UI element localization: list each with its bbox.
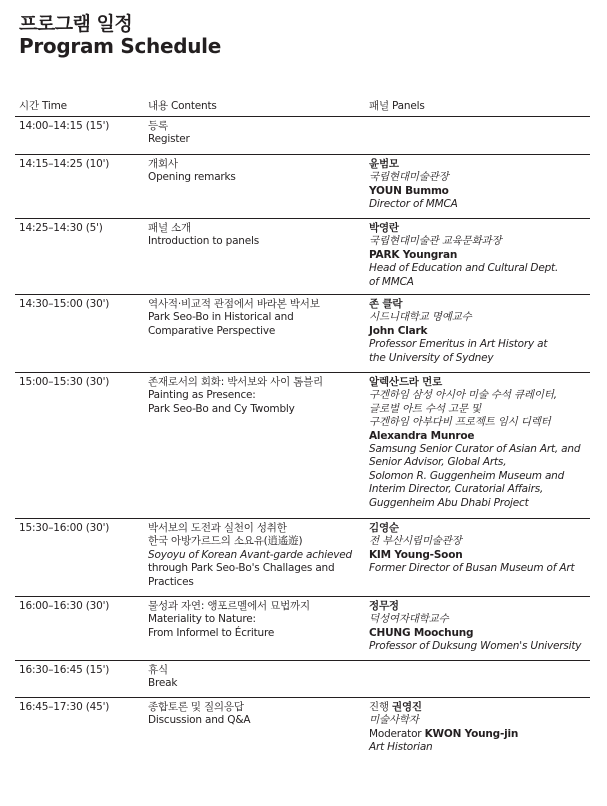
- contents-ko: 한국 아방가르드의 소요유(逍遙遊): [148, 535, 303, 548]
- panelist-name-en: KIM Young-Soon: [369, 548, 463, 561]
- panelist-name-en: KWON Young-jin: [424, 727, 519, 740]
- panelist-title-ko: 덕성여자대학교수: [369, 613, 449, 626]
- contents-en: Break: [148, 677, 178, 690]
- table-row: [15, 117, 590, 155]
- contents-en: through Park Seo-Bo's Challages and: [148, 562, 335, 575]
- row-time: 14:00–14:15 (15'): [19, 120, 110, 132]
- row-time: 15:30–16:00 (30'): [19, 522, 110, 534]
- panelist-title-en: Samsung Senior Curator of Asian Art, and: [369, 443, 581, 456]
- panelist-title-en: of MMCA: [369, 275, 414, 288]
- panelist-title-en: Solomon R. Guggenheim Museum and: [369, 469, 565, 482]
- panelist-title-en: Interim Director, Curatorial Affairs,: [369, 483, 544, 496]
- header-contents: 내용 Contents: [148, 100, 217, 112]
- panelist-title-ko: 국립현대미술관장: [369, 171, 449, 184]
- row-time: 16:45–17:30 (45'): [19, 701, 110, 713]
- contents-en-italic: Soyoyu of Korean Avant-garde achieved: [148, 548, 352, 561]
- contents-ko: 휴식: [148, 664, 168, 676]
- title-korean: 프로그램 일정: [19, 13, 133, 35]
- title-english: Program Schedule: [19, 34, 221, 58]
- table-row: [15, 373, 590, 519]
- contents-en: Painting as Presence:: [148, 389, 256, 402]
- row-time: 15:00–15:30 (30'): [19, 376, 110, 388]
- row-panels: [369, 376, 580, 510]
- panelist-title-ko: 글로벌 아트 수석 고문 및: [369, 402, 481, 415]
- row-contents: [148, 376, 323, 416]
- row-contents: [148, 600, 310, 640]
- panelist-title-ko: 전 부산시립미술관장: [369, 535, 462, 548]
- row-contents: [148, 298, 320, 338]
- row-contents: [148, 522, 352, 589]
- panelist-title-en: Professor Emeritus in Art History at: [369, 338, 548, 351]
- table-row: [15, 661, 590, 698]
- panelist-title-ko: 미술사학자: [369, 714, 419, 727]
- row-contents: [148, 664, 177, 691]
- panelist-title-en: Senior Advisor, Global Arts,: [369, 456, 507, 469]
- panelist-title-ko: 국립현대미술관 교육문화과장: [369, 235, 502, 248]
- role-label-en: Moderator: [369, 727, 422, 740]
- panelist-name-ko: 존 클락: [369, 298, 403, 310]
- row-panels: [369, 158, 458, 212]
- contents-en: Materiality to Nature:: [148, 613, 256, 626]
- contents-en: Opening remarks: [148, 171, 236, 184]
- panelist-name-en: Alexandra Munroe: [369, 429, 475, 442]
- table-row: [15, 698, 590, 762]
- row-panels: [369, 522, 574, 576]
- row-contents: [148, 158, 236, 185]
- table-header: [15, 99, 590, 117]
- panelist-name-ko: 권영진: [392, 701, 422, 713]
- row-panels: [369, 600, 581, 654]
- panelist-name-ko: 김영순: [369, 522, 399, 534]
- table-row: [15, 295, 590, 373]
- contents-en: Comparative Perspective: [148, 324, 276, 337]
- panelist-name-ko: 윤범모: [369, 158, 399, 170]
- panelist-name-en: John Clark: [369, 324, 428, 337]
- contents-en: Discussion and Q&A: [148, 714, 251, 727]
- panelist-title-en: Guggenheim Abu Dhabi Project: [369, 496, 529, 509]
- row-panels: [369, 222, 558, 289]
- table-row: [15, 519, 590, 597]
- contents-ko: 등록: [148, 120, 168, 132]
- panelist-title-en: Former Director of Busan Museum of Art: [369, 562, 575, 575]
- panelist-title-en: the University of Sydney: [369, 351, 494, 364]
- row-panels: [369, 701, 518, 755]
- contents-ko: 존재로서의 회화: 박서보와 사이 톰블리: [148, 376, 323, 388]
- contents-ko: 물성과 자연: 앵포르멜에서 묘법까지: [148, 600, 310, 612]
- panelist-title-ko: 구겐하임 아부다비 프로젝트 임시 디렉터: [369, 416, 551, 429]
- panelist-name-ko: 박영란: [369, 222, 399, 234]
- panelist-name-en: PARK Youngran: [369, 248, 458, 261]
- panelist-title-en: Art Historian: [369, 741, 433, 754]
- row-time: 16:00–16:30 (30'): [19, 600, 110, 612]
- contents-en: From Informel to Écriture: [148, 626, 275, 639]
- table-row: [15, 219, 590, 295]
- schedule-table: [15, 99, 590, 762]
- contents-ko: 개회사: [148, 158, 178, 170]
- header-time: 시간 Time: [19, 100, 67, 112]
- contents-ko: 종합토론 및 질의응답: [148, 701, 244, 713]
- row-time: 14:30–15:00 (30'): [19, 298, 110, 310]
- panelist-title-en: Director of MMCA: [369, 198, 458, 211]
- panelist-title-en: Head of Education and Cultural Dept.: [369, 262, 559, 275]
- panelist-name-en: CHUNG Moochung: [369, 626, 474, 639]
- row-contents: [148, 120, 190, 147]
- row-contents: [148, 701, 250, 728]
- contents-ko: 패널 소개: [148, 222, 191, 234]
- contents-en: [148, 549, 352, 562]
- role-label-ko: 진행: [369, 701, 389, 713]
- row-time: 14:15–14:25 (10'): [19, 158, 110, 170]
- contents-en: Practices: [148, 575, 194, 588]
- panelist-title-ko: 시드니대학교 명예교수: [369, 311, 472, 324]
- contents-en: Introduction to panels: [148, 235, 260, 248]
- row-time: 16:30–16:45 (15'): [19, 664, 110, 676]
- row-time: 14:25–14:30 (5'): [19, 222, 103, 234]
- panelist-name-ko: 정무정: [369, 600, 399, 612]
- panelist-name-ko: 알렉산드라 먼로: [369, 376, 443, 388]
- row-contents: [148, 222, 259, 249]
- panelist-title-en: Professor of Duksung Women's University: [369, 640, 582, 653]
- contents-ko: 박서보의 도전과 실천이 성취한: [148, 522, 287, 534]
- contents-en: Park Seo-Bo and Cy Twombly: [148, 402, 295, 415]
- moderator-en: [369, 728, 518, 741]
- contents-en: Register: [148, 133, 190, 146]
- panelist-name-en: YOUN Bummo: [369, 184, 449, 197]
- header-panels: 패널 Panels: [369, 100, 425, 112]
- table-row: [15, 597, 590, 661]
- moderator-ko: [369, 701, 518, 714]
- table-row: [15, 155, 590, 219]
- panelist-title-ko: 구겐하임 삼성 아시아 미술 수석 큐레이터,: [369, 389, 557, 402]
- contents-ko: 역사적·비교적 관점에서 바라본 박서보: [148, 298, 320, 310]
- contents-en: Park Seo-Bo in Historical and: [148, 311, 294, 324]
- row-panels: [369, 298, 547, 365]
